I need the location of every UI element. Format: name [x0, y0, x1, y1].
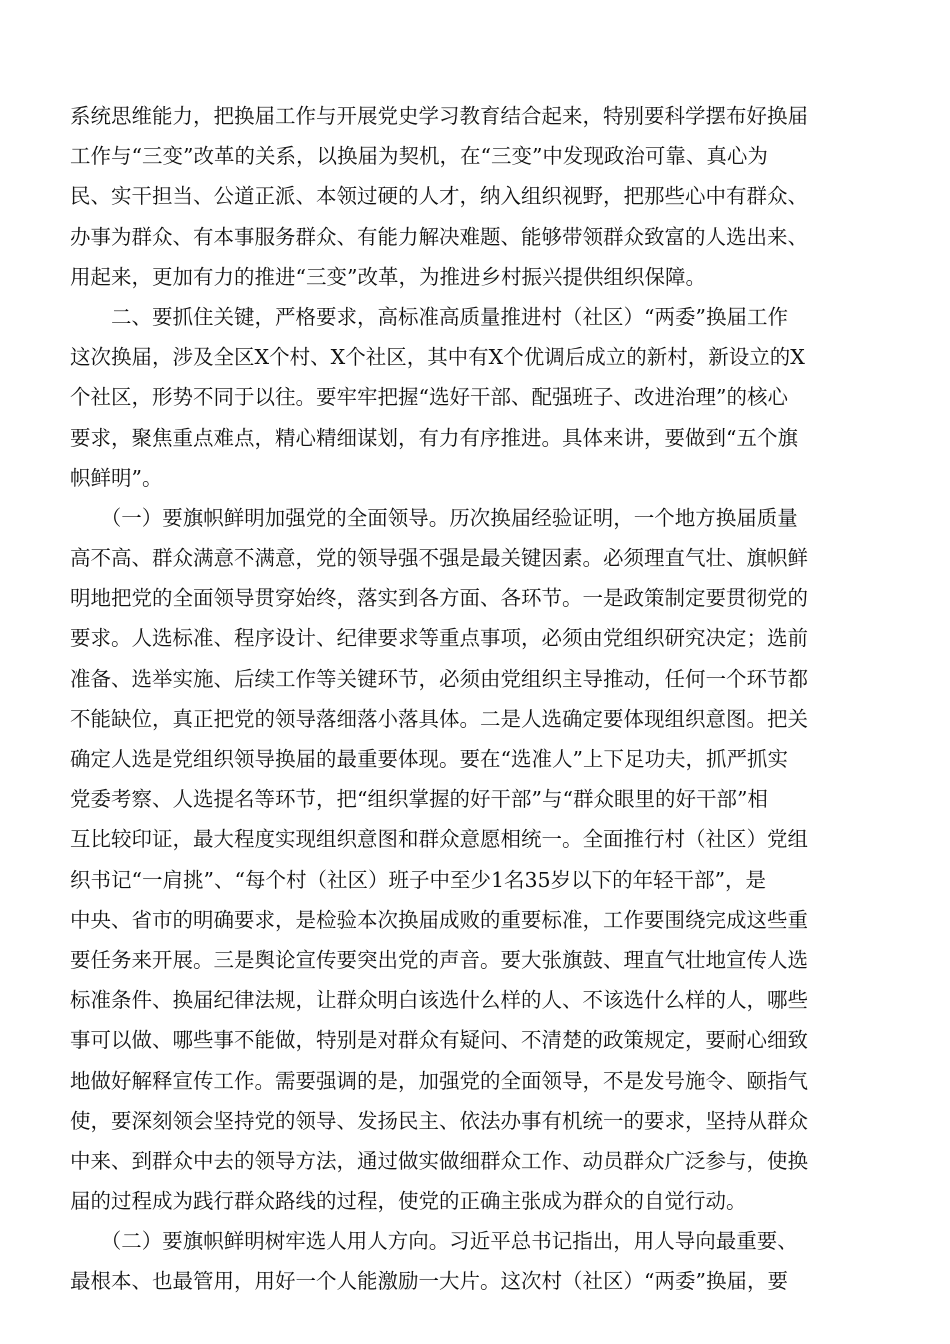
text-line: 事可以做、哪些事不能做，特别是对群众有疑问、不清楚的政策规定，要耐心细致 [70, 1028, 808, 1053]
text-line: 最根本、也最管用，用好一个人能激励一大片。这次村（社区）“两委”换届，要 [70, 1269, 788, 1294]
text-line: 高不高、群众满意不满意，党的领导强不强是最关键因素。必须理直气壮、旗帜鲜 [70, 546, 808, 571]
section-heading-2: 二、要抓住关键，严格要求，高标准高质量推进村（社区）“两委”换届工作 [70, 304, 788, 329]
text-line: 标准条件、换届纪律法规，让群众明白该选什么样的人、不该选什么样的人，哪些 [70, 988, 808, 1013]
text-line: 系统思维能力，把换届工作与开展党史学习教育结合起来，特别要科学摆布好换届 [70, 104, 808, 128]
text-line: 届的过程成为践行群众路线的过程，使党的正确主张成为群众的自觉行动。 [70, 1189, 747, 1214]
text-line: 办事为群众、有本事服务群众、有能力解决难题、能够带领群众致富的人选出来、 [70, 224, 808, 249]
text-line: 互比较印证，最大程度实现组织意图和群众意愿相统一。全面推行村（社区）党组 [70, 827, 808, 852]
subsection-2-start: （二）要旗帜鲜明树牢选人用人方向。习近平总书记指出，用人导向最重要、 [70, 1229, 798, 1254]
text-line: 织书记“一肩挑”、“每个村（社区）班子中至少1名35岁以下的年轻干部”，是 [70, 867, 767, 892]
document-body [70, 96, 882, 1302]
text-line: 不能缺位，真正把党的领导落细落小落具体。二是人选确定要体现组织意图。把关 [70, 706, 808, 731]
text-line: 要任务来开展。三是舆论宣传要突出党的声音。要大张旗鼓、理直气壮地宣传人选 [70, 947, 808, 972]
text-line: 党委考察、人选提名等环节，把“组织掌握的好干部”与“群众眼里的好干部”相 [70, 787, 768, 812]
text-line: 帜鲜明”。 [70, 465, 163, 490]
text-line: 用起来，更加有力的推进“三变”改革，为推进乡村振兴提供组织保障。 [70, 264, 706, 289]
text-line: 工作与“三变”改革的关系，以换届为契机，在“三变”中发现政治可靠、真心为 [70, 144, 768, 169]
text-line: 中央、省市的明确要求，是检验本次换届成败的重要标准，工作要围绕完成这些重 [70, 907, 808, 932]
text-line: 要求。人选标准、程序设计、纪律要求等重点事项，必须由党组织研究决定；选前 [70, 626, 808, 651]
text-line: 民、实干担当、公道正派、本领过硬的人才，纳入组织视野，把那些心中有群众、 [70, 184, 808, 209]
text-line: 要求，聚焦重点难点，精心精细谋划，有力有序推进。具体来讲，要做到“五个旗 [70, 425, 798, 450]
text-line: 确定人选是党组织领导换届的最重要体现。要在“选准人”上下足功夫，抓严抓实 [70, 747, 788, 771]
text-line: 准备、选举实施、后续工作等关键环节，必须由党组织主导推动，任何一个环节都 [70, 666, 808, 691]
text-line: 明地把党的全面领导贯穿始终，落实到各方面、各环节。一是政策制定要贯彻党的 [70, 586, 808, 611]
text-line: 使，要深刻领会坚持党的领导、发扬民主、依法办事有机统一的要求，坚持从群众 [70, 1108, 808, 1133]
text-line: 地做好解释宣传工作。需要强调的是，加强党的全面领导，不是发号施令、颐指气 [70, 1068, 808, 1093]
text-line: 这次换届，涉及全区X个村、X个社区，其中有X个优调后成立的新村，新设立的X [70, 345, 805, 370]
text-line: 个社区，形势不同于以往。要牢牢把握“选好干部、配强班子、改进治理”的核心 [70, 385, 788, 410]
text-line: 中来、到群众中去的领导方法，通过做实做细群众工作、动员群众广泛参与，使换 [70, 1148, 808, 1173]
subsection-1-start: （一）要旗帜鲜明加强党的全面领导。历次换届经验证明，一个地方换届质量 [70, 505, 798, 530]
